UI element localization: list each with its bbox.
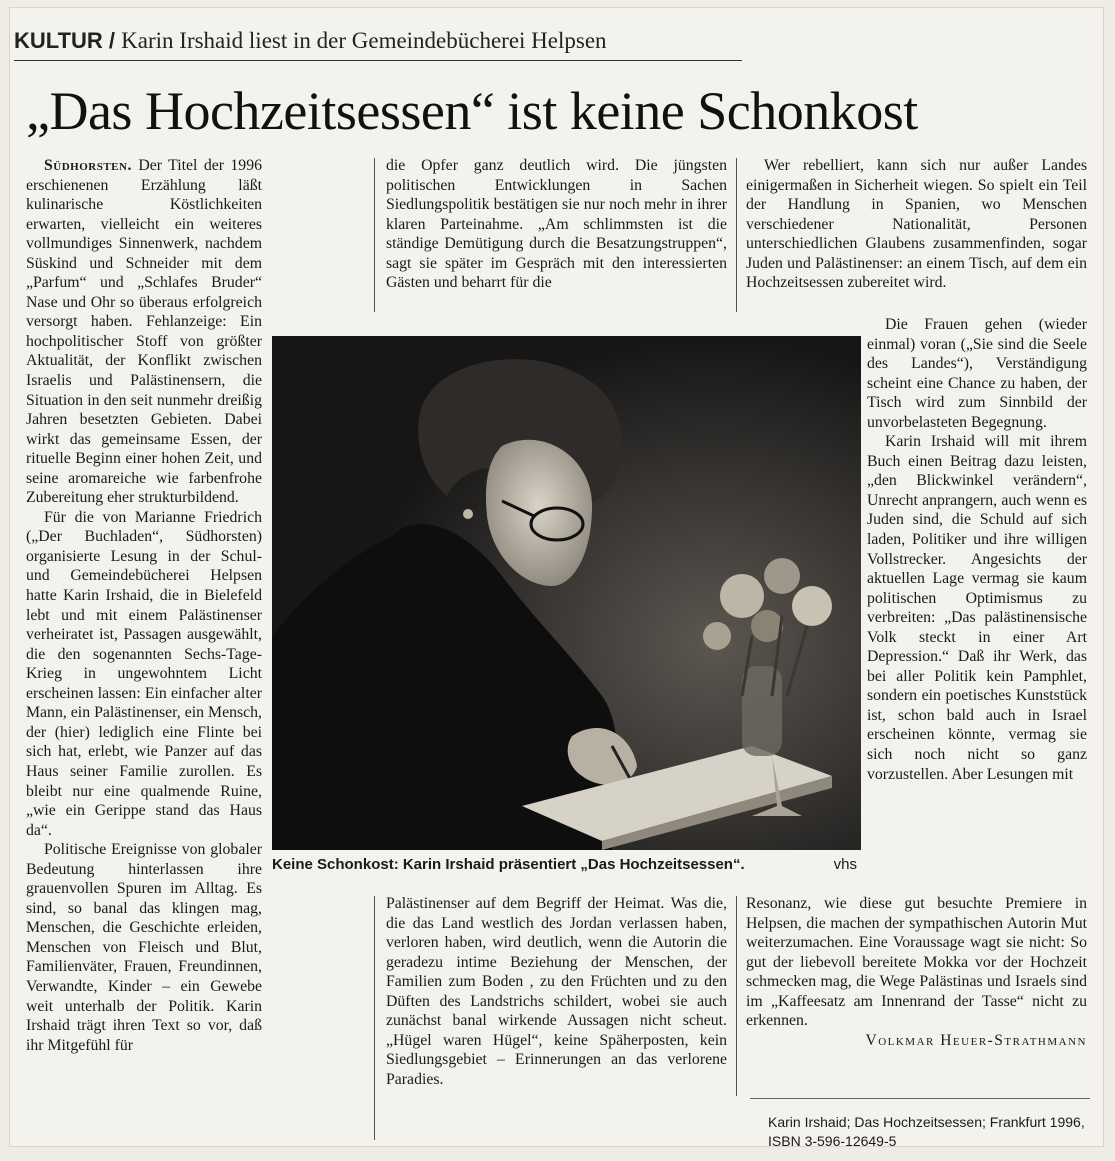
paragraph: Politische Ereignisse von globaler Bedeutung hinterlassen ihre grauenvollen Spuren im Alltag. Es sind, so banal das klingen mag, Menschen, die Geschichte erleiden, Menschen von Fleisch und Blut, Familienväter, Frauen, Freundinnen, Verwandte, Kinder – ein Gewebe weit unterhalb der Politik. Karin Irshaid trägt ihren Text so vor, daß ihr Mitgefühl für xyxy=(26,841,262,1054)
column-rule xyxy=(374,158,375,312)
paragraph: die Opfer ganz deutlich wird. Die jüngsten politischen Entwicklungen in Sachen Siedlungspolitik bestätigen sie nur noch mehr in ihrer klaren Parteinahme. „Am schlimmsten ist die ständige Demütigung durch die Besatzungstruppen“, sagt sie später im Gespräch mit den interessierten Gästen und beharrt für die xyxy=(386,157,727,292)
paragraph: Für die von Marianne Friedrich („Der Buchladen“, Südhorsten) organisierte Lesung in der Schul- und Gemeindebücherei Helpsen hatte Karin Irshaid, die in Bielefeld lebt und mit einem Palästinenser verheiratet ist, Passagen ausgewählt, die den sogenannten Sechs-Tage-Krieg in ungewohntem Licht erscheinen lassen: Ein einfacher alter Mann, ein Palästinenser, ein Mensch, der (hier) lediglich eine Flinte bei sich hat, erlebt, wie Panzer auf das Haus seiner Familie zurollen. Es bleibt nur eine qualmende Ruine, „wie ein Gerippe stand das Haus da“. xyxy=(26,508,262,839)
column-2-top xyxy=(386,156,727,293)
kicker-rule xyxy=(14,60,742,61)
kicker-subtitle: Karin Irshaid liest in der Gemeindebücherei Helpsen xyxy=(121,28,607,53)
paragraph: Resonanz, wie diese gut besuchte Premiere in Helpsen, die machen der sympathischen Autorin Mut weiterzumachen. Eine Voraussage wagt sie nicht: So gut der liebevoll bereitete Mokka vor der Hochzeit schmecken mag, die Wege Palästinas und Israels sind im „Kaffeesatz am Innenrand der Tasse“ nicht zu erkennen. xyxy=(746,895,1087,1030)
column-3-top xyxy=(746,156,1087,293)
paragraph xyxy=(26,156,262,508)
photo-author-signing-icon xyxy=(272,336,861,850)
info-rule xyxy=(750,1098,1090,1099)
paragraph: Karin Irshaid will mit ihrem Buch einen Beitrag dazu leisten, „den Blickwinkel verändern“, Unrecht anprangern, auch wenn es Juden sind, die Schuld auf sich laden, Politiker und ihre willigen Vollstrecker. Angesichts der aktuellen Lage vermag sie kaum politischen Optimismus zu verbreiten: „Das palästinensische Volk steckt in einer Art Depression.“ Daß ihr Werk, das bei aller Politik kein Pamphlet, sondern ein poetisches Kunststück ist, schon bald auch in Israel erscheinen könnte, vermag sie sich noch nicht so ganz vorzustellen. Aber Lesungen mit xyxy=(867,433,1087,783)
paragraph: Wer rebelliert, kann sich nur außer Landes einigermaßen in Sicherheit wiegen. So spielt ein Teil der Handlung in Spanien, wo Menschen verschiedener Nationalität, Personen unterschiedlichen Glaubens zusammenfinden, sogar Juden und Palästinenser: an einem Tisch, auf dem ein Hochzeitsessen zubereitet wird. xyxy=(746,157,1087,292)
column-3-narrow xyxy=(867,315,1087,784)
dateline: Südhorsten. xyxy=(44,157,132,174)
paragraph-text: Der Titel der 1996 erschienenen Erzählung läßt kulinarische Köstlichkeiten erwarten, vielleicht ein weiteres vollmundiges Sinnenwerk, nachdem Süskind und Schneider mit dem „Parfum“ und „Schlafes Bruder“ Nase und Ohr so überaus erfolgreich versorgt haben. Fehlanzeige: Ein hochpolitischer Stoff von größter Aktualität, der Konflikt zwischen Israelis und Palästinensern, die Situation in den seit nunmehr dreißig Jahren besetzten Gebieten. Dabei wirkt das gemeinsame Essen, der rituelle Beginn einer hohen Zeit, und seine aromareiche wie farbenfrohe Zubereitung eher strukturbildend. xyxy=(26,157,263,507)
article-photo xyxy=(272,336,861,850)
column-3-bottom xyxy=(746,894,1087,1050)
paragraph: Die Frauen gehen (wieder einmal) voran („Sie sind die Seele des Landes“), Verständigung scheint eine Chance zu haben, der Tisch wird zum Sinnbild der unvorbelasteten Begegnung. xyxy=(867,316,1087,431)
section-rubric: KULTUR xyxy=(14,28,103,53)
column-rule xyxy=(736,158,737,312)
photo-credit: vhs xyxy=(833,856,857,873)
column-1 xyxy=(26,156,262,1055)
column-2-bottom xyxy=(386,894,727,1089)
caption-text: Keine Schonkost: Karin Irshaid präsentiert „Das Hochzeitsessen“. xyxy=(272,856,745,873)
book-info: Karin Irshaid; Das Hochzeitsessen; Frankfurt 1996, ISBN 3-596-12649-5 xyxy=(768,1114,1085,1149)
kicker-separator: / xyxy=(108,28,116,53)
kicker-line xyxy=(14,28,607,54)
photo-caption xyxy=(272,856,861,873)
headline: „Das Hochzeitsessen“ ist keine Schonkost xyxy=(26,81,918,141)
column-rule xyxy=(374,896,375,1140)
author-byline: Volkmar Heuer-Strathmann xyxy=(865,1031,1087,1049)
column-rule xyxy=(736,896,737,1096)
paragraph: Palästinenser auf dem Begriff der Heimat. Was die, die das Land westlich des Jordan verlassen haben, verloren haben, wird deutlich, wenn die Autorin die geradezu intime Beziehung der Menschen, der Familien zum Boden , zu den Früchten und zu den Düften des Landstrichs schildert, wobei sie auch zunächst banal wirkende Aussagen nicht scheut. „Hügel waren Hügel“, keine Späherposten, kein Siedlungsgebiet – Erinnerungen an das verlorene Paradies. xyxy=(386,895,727,1088)
